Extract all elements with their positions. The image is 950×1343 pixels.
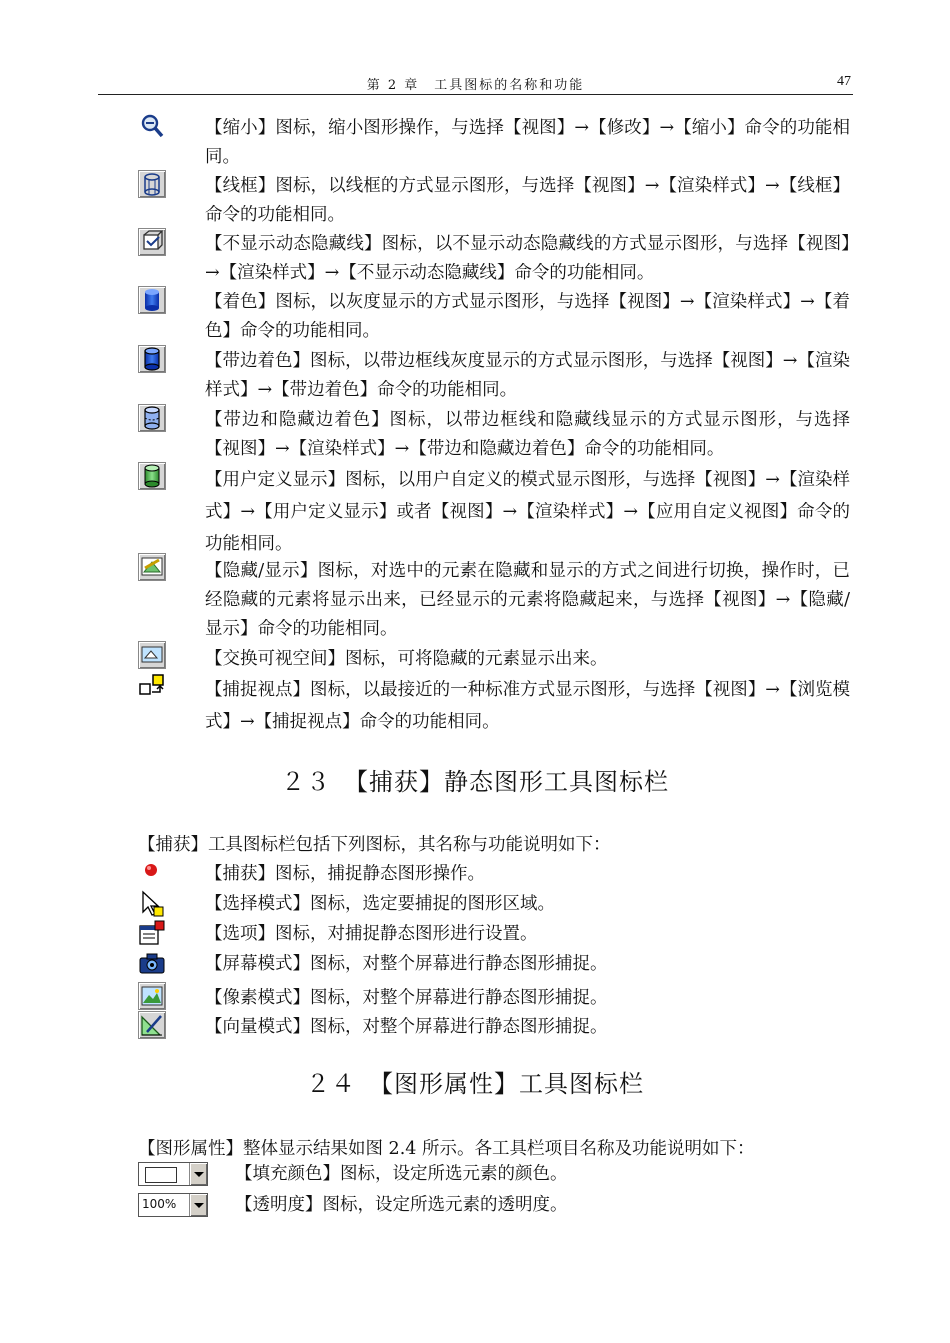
- item-text: 【屏幕模式】图标，对整个屏幕进行静态图形捕捉。: [205, 954, 608, 974]
- item-text: 【选择模式】图标，选定要捕捉的图形区域。: [205, 894, 555, 914]
- item-text: 【用户定义显示】图标，以用户自定义的模式显示图形，与选择【视图】→【渲染样式】→【用户定义显示】或者【视图】→【渲染样式】→【应用自定义视图】命令的功能相同。: [205, 470, 850, 554]
- item-text: 【向量模式】图标，对整个屏幕进行静态图形捕捉。: [205, 1017, 608, 1037]
- page-number: 47: [837, 74, 851, 89]
- chapter-title: 第 2 章 工具图标的名称和功能: [366, 78, 585, 93]
- custom-display-icon: [138, 462, 166, 490]
- item-text: 【捕获】图标，捕捉静态图形操作。: [205, 864, 485, 884]
- item-text: 【着色】图标，以灰度显示的方式显示图形，与选择【视图】→【渲染样式】→【着色】命令的功能相同。: [205, 292, 850, 341]
- shading-with-edges-icon: [138, 345, 166, 373]
- item-text: 【像素模式】图标，对整个屏幕进行静态图形捕捉。: [205, 988, 608, 1008]
- item-text: 【交换可视空间】图标，可将隐藏的元素显示出来。: [205, 649, 608, 669]
- item-text: 【选项】图标，对捕捉静态图形进行设置。: [205, 924, 538, 944]
- item-text: 【线框】图标，以线框的方式显示图形，与选择【视图】→【渲染样式】→【线框】命令的功能相同。: [205, 176, 850, 225]
- wireframe-icon: [138, 170, 166, 198]
- color-swatch: [145, 1167, 177, 1183]
- shading-icon: [138, 286, 166, 314]
- hidden-line-icon: [138, 228, 166, 256]
- section-heading: ２４ 【图形属性】工具图标栏: [306, 1070, 644, 1098]
- vector-mode-icon: [138, 1011, 166, 1039]
- item-text: 【带边着色】图标，以带边框线灰度显示的方式显示图形，与选择【视图】→【渲染样式】→【带边着色】命令的功能相同。: [205, 351, 850, 400]
- item-text: 【隐藏/显示】图标，对选中的元素在隐藏和显示的方式之间进行切换，操作时，已经隐藏的元素将显示出来，已经显示的元素将隐藏起来，与选择【视图】→【隐藏/显示】命令的功能相同。: [205, 561, 850, 639]
- swap-visible-space-icon: [138, 641, 166, 669]
- page-header: [98, 72, 853, 95]
- item-text: 【捕捉视点】图标，以最接近的一种标准方式显示图形，与选择【视图】→【浏览模式】→【捕捉视点】命令的功能相同。: [205, 680, 850, 732]
- options-icon: [138, 920, 166, 948]
- fill-color-dropdown[interactable]: [138, 1162, 208, 1186]
- record-icon: [138, 860, 166, 888]
- camera-icon: [138, 950, 166, 978]
- transparency-value: 100%: [142, 1197, 177, 1211]
- select-mode-icon: [138, 890, 166, 918]
- chevron-down-icon[interactable]: [189, 1163, 207, 1185]
- item-text: 【填充颜色】图标，设定所选元素的颜色。: [235, 1164, 568, 1184]
- zoom-out-icon: [138, 112, 166, 140]
- item-text: 【不显示动态隐藏线】图标，以不显示动态隐藏线的方式显示图形，与选择【视图】→【渲染样式】→【不显示动态隐藏线】命令的功能相同。: [205, 234, 850, 283]
- item-text: 【透明度】图标，设定所选元素的透明度。: [235, 1195, 568, 1215]
- pixel-mode-icon: [138, 982, 166, 1010]
- section-intro: 【捕获】工具图标栏包括下列图标，其名称与功能说明如下：: [138, 835, 611, 855]
- snap-viewpoint-icon: [138, 672, 166, 700]
- section-heading: ２３ 【捕获】静态图形工具图标栏: [281, 768, 669, 796]
- item-text: 【带边和隐藏边着色】图标，以带边框线和隐藏线显示的方式显示图形，与选择【视图】→【渲染样式】→【带边和隐藏边着色】命令的功能相同。: [205, 410, 850, 459]
- shading-edges-hidden-icon: [138, 404, 166, 432]
- section-intro: 【图形属性】整体显示结果如图 2.4 所示。各工具栏项目名称及功能说明如下：: [138, 1139, 755, 1159]
- item-text: 【缩小】图标，缩小图形操作，与选择【视图】→【修改】→【缩小】命令的功能相同。: [205, 118, 850, 167]
- transparency-dropdown[interactable]: [138, 1193, 208, 1217]
- chevron-down-icon[interactable]: [189, 1194, 207, 1216]
- hide-show-icon: [138, 553, 166, 581]
